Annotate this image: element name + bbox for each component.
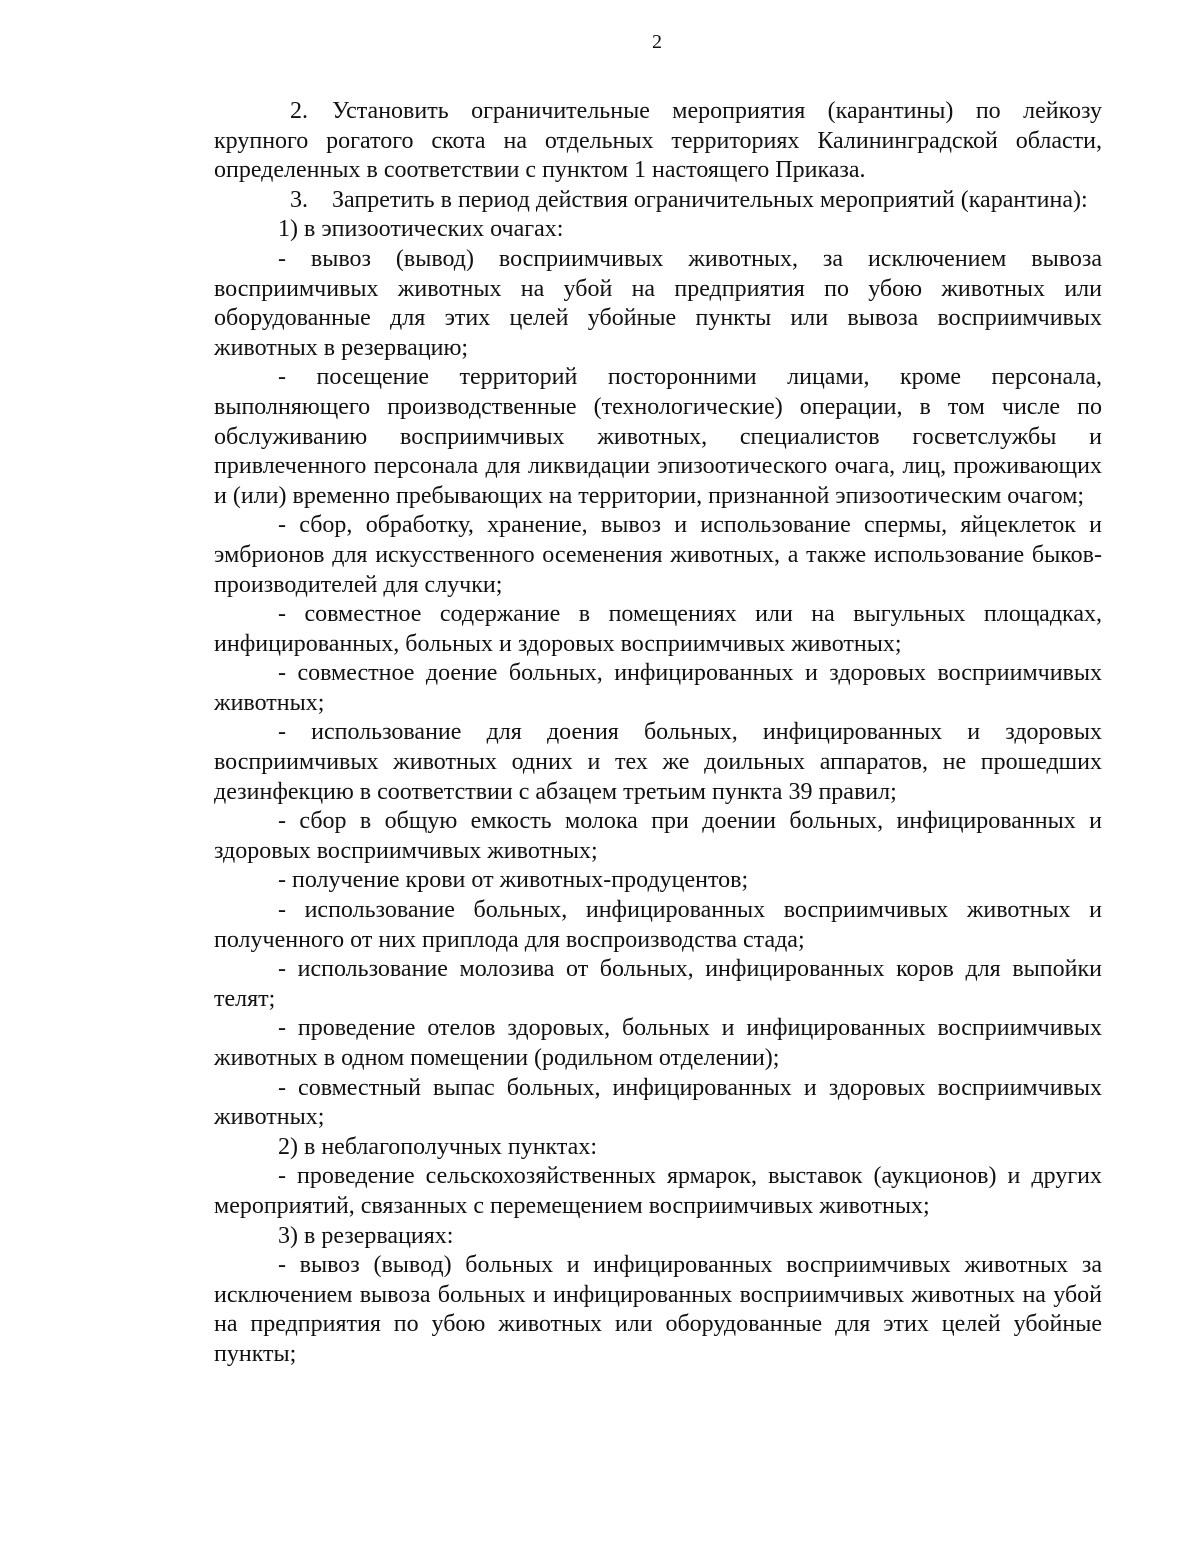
list-item: - сбор, обработку, хранение, вывоз и использование спермы, яйцеклеток и эмбрионов для искусственного осеменения животных, а также использование быков-производителей для случки; — [214, 512, 1102, 598]
list-item: - получение крови от животных-продуцентов; — [278, 867, 749, 894]
list-item: - посещение территорий посторонними лицами, кроме персонала, выполняющего производственные (технологические) операции, в том числе по обслуживанию восприимчивых животных, специалистов госветслужбы и привлеченного персонала для ликвидации эпизоотического очага, лиц, проживающих и (или) временно пребывающих на территории, признанной эпизоотическим очагом; — [214, 364, 1102, 509]
list-item: - проведение отелов здоровых, больных и инфицированных восприимчивых животных в одном помещении (родильном отделении); — [214, 1015, 1102, 1071]
paragraph-item-2: 2. Установить ограничительные мероприятия (карантины) по лейкозу крупного рогатого скота на отдельных территориях Калининградской области, определенных в соответствии с пунктом 1 настоящего Приказа. — [214, 98, 1102, 184]
subheading-episootic-foci: 1) в эпизоотических очагах: — [278, 216, 564, 243]
list-item: - вывоз (вывод) восприимчивых животных, за исключением вывоза восприимчивых животных на убой на предприятия по убою животных или оборудованные для этих целей убойные пункты или вывоза восприимчивых животных в резервацию; — [214, 245, 1102, 361]
page-number: 2 — [652, 31, 662, 53]
list-item: - совместное доение больных, инфицированных и здоровых восприимчивых животных; — [214, 660, 1102, 716]
subheading-reservations: 3) в резервациях: — [278, 1222, 454, 1249]
list-item: - сбор в общую емкость молока при доении больных, инфицированных и здоровых восприимчивых животных; — [214, 808, 1102, 864]
document-body — [214, 97, 1102, 1370]
list-item: - использование для доения больных, инфицированных и здоровых восприимчивых животных одних и тех же доильных аппаратов, не прошедших дезинфекцию в соответствии с абзацем третьим пункта 39 правил; — [214, 719, 1102, 805]
list-item: - совместное содержание в помещениях или на выгульных площадках, инфицированных, больных и здоровых восприимчивых животных; — [214, 601, 1102, 657]
list-item: - использование молозива от больных, инфицированных коров для выпойки телят; — [214, 956, 1102, 1012]
list-item: - вывоз (вывод) больных и инфицированных восприимчивых животных за исключением вывоза больных и инфицированных восприимчивых животных на убой на предприятия по убою животных или оборудованные для этих целей убойные пункты; — [214, 1252, 1102, 1367]
list-item: - использование больных, инфицированных восприимчивых животных и полученного от них приплода для воспроизводства стада; — [214, 897, 1102, 953]
list-item: - совместный выпас больных, инфицированных и здоровых восприимчивых животных; — [214, 1074, 1102, 1131]
paragraph-item-3: 3. Запретить в период действия ограничительных мероприятий (карантина): — [290, 186, 1088, 213]
subheading-unfavorable-points: 2) в неблагополучных пунктах: — [278, 1133, 597, 1160]
list-item: - проведение сельскохозяйственных ярмарок, выставок (аукционов) и других мероприятий, связанных с перемещением восприимчивых животных; — [214, 1163, 1102, 1219]
